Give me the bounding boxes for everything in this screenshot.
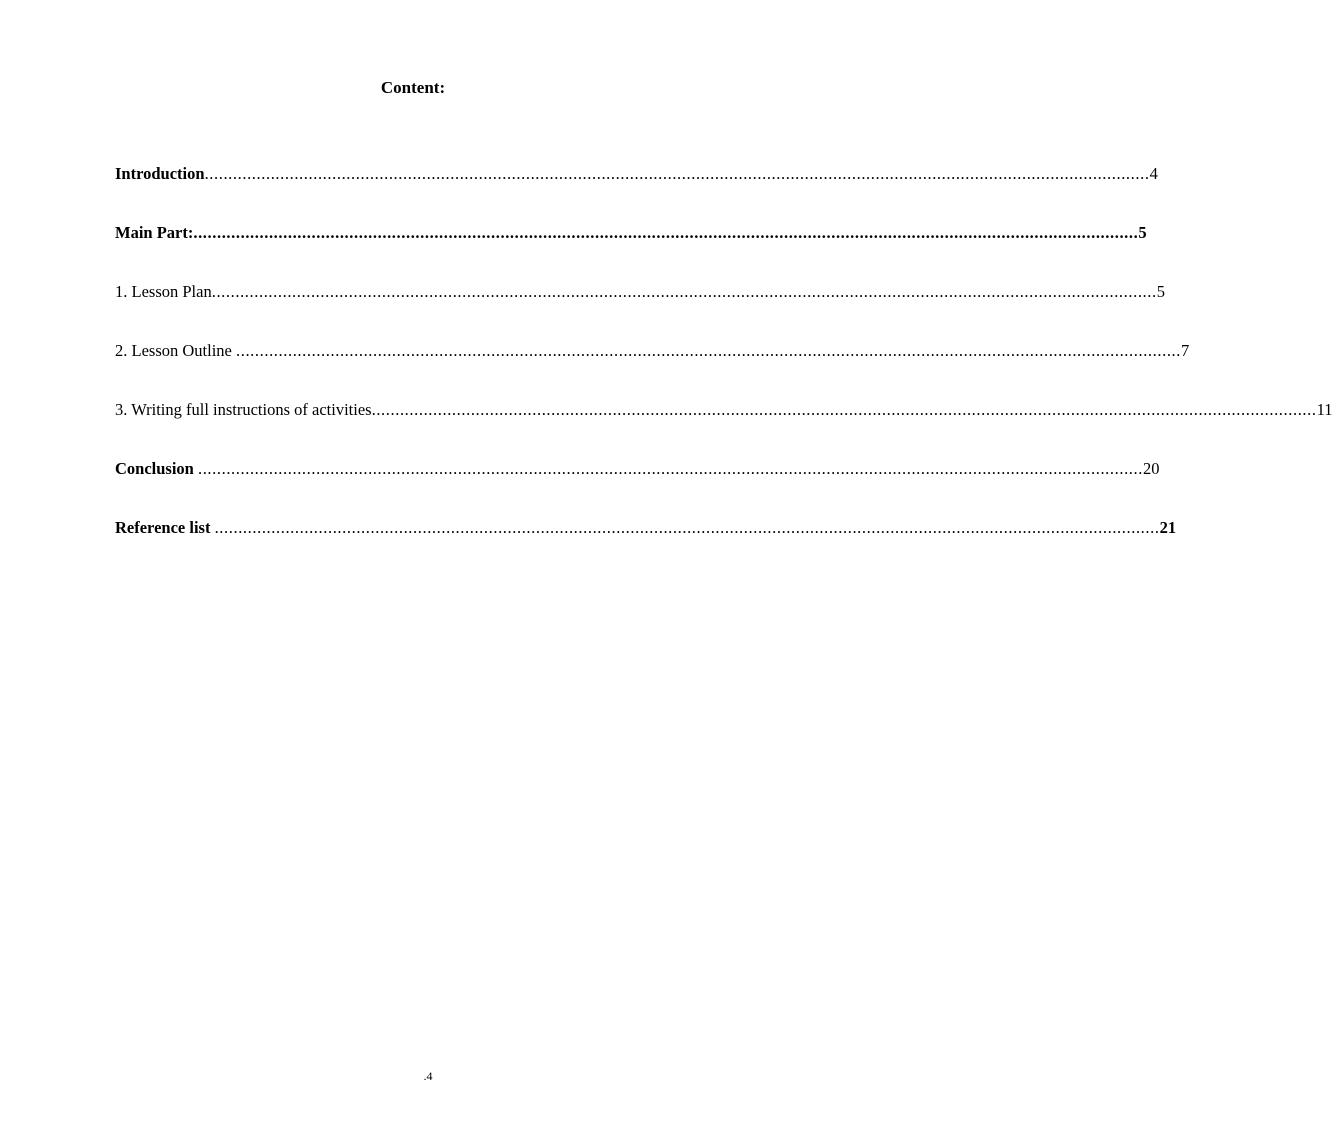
dot-leader: ........................................................................................................................................................................................................: [211, 282, 1157, 301]
toc-entry-page: 11: [1316, 400, 1332, 419]
toc-entry-main-part[interactable]: [115, 221, 1147, 245]
toc-entry-lesson-outline[interactable]: [115, 339, 1190, 363]
footer-page-number: .4: [423, 1069, 433, 1083]
table-of-contents: [115, 162, 1332, 575]
toc-entry-label: Introduction: [115, 164, 205, 183]
toc-entry-page: 21: [1159, 518, 1177, 537]
toc-entry-label: 3. Writing full instructions of activities: [115, 400, 372, 419]
dot-leader: ........................................................................................................................................................................................................: [193, 223, 1139, 242]
dot-leader: ........................................................................................................................................................................................................: [236, 341, 1181, 360]
dot-leader: ........................................................................................................................................................................................................: [214, 518, 1160, 537]
toc-entry-page: 4: [1149, 164, 1158, 183]
toc-entry-page: 5: [1156, 282, 1165, 301]
dot-leader: ........................................................................................................................................................................................................: [204, 164, 1150, 183]
dot-leader: ........................................................................................................................................................................................................: [371, 400, 1317, 419]
toc-entry-lesson-plan[interactable]: [115, 280, 1165, 304]
toc-entry-reference-list[interactable]: [115, 516, 1177, 540]
toc-entry-page: 5: [1138, 223, 1147, 242]
toc-entry-label: 1. Lesson Plan: [115, 282, 212, 301]
toc-entry-label: 2. Lesson Outline: [115, 341, 236, 360]
toc-entry-page: 7: [1181, 341, 1190, 360]
dot-leader: ........................................................................................................................................................................................................: [197, 459, 1143, 478]
toc-entry-writing-instructions[interactable]: [115, 398, 1332, 422]
toc-entry-introduction[interactable]: [115, 162, 1158, 186]
toc-entry-conclusion[interactable]: [115, 457, 1160, 481]
toc-entry-label: Reference list: [115, 518, 215, 537]
toc-entry-label: Main Part:: [115, 223, 194, 242]
toc-title: Content:: [380, 78, 446, 97]
toc-entry-label: Conclusion: [115, 459, 198, 478]
toc-entry-page: 20: [1142, 459, 1160, 478]
